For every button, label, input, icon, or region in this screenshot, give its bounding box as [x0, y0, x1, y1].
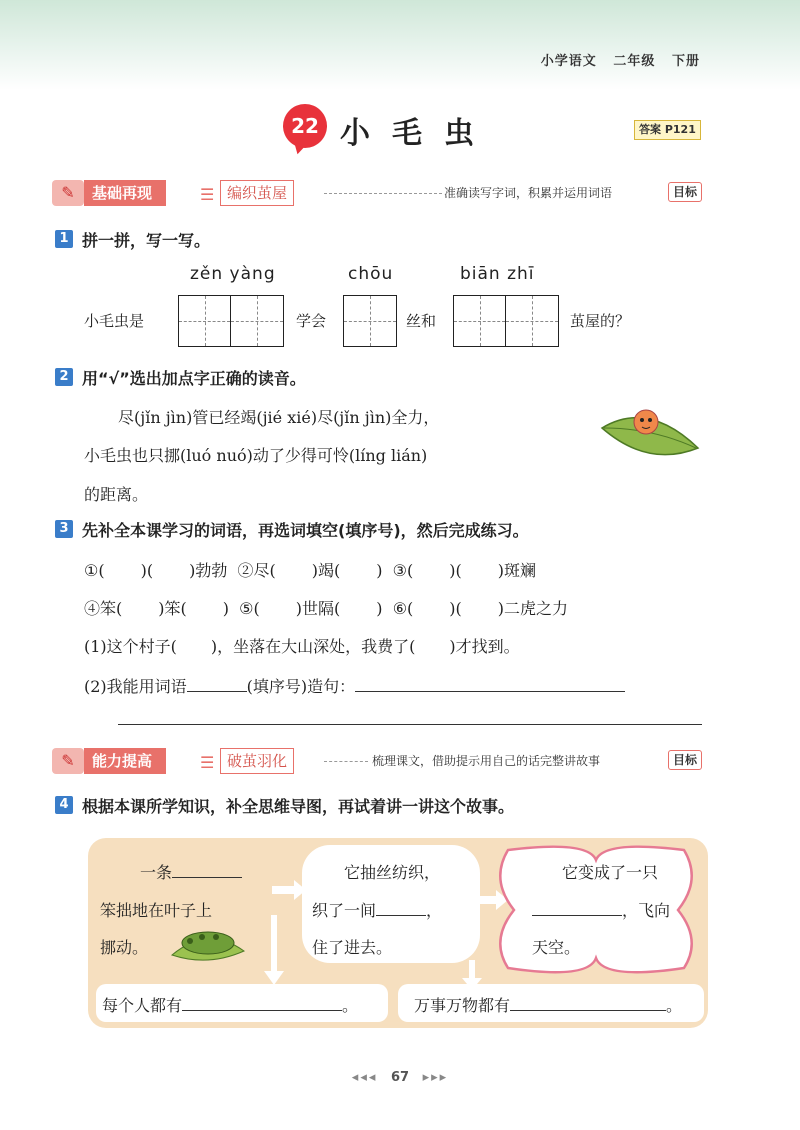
lesson-number: 22 — [283, 104, 327, 148]
question-prompt: 用“√”选出加点字正确的读音。 — [82, 369, 306, 388]
blank-seg: ) — [222, 599, 229, 618]
dashed-divider — [324, 193, 442, 194]
mindmap-box-1-line-1 — [140, 860, 242, 883]
blank-seg: )笨( — [158, 599, 187, 618]
blank-seg: ②尽( — [237, 561, 276, 580]
book-icon: ✎ — [52, 748, 84, 774]
goal-tag: 目标 — [668, 182, 702, 202]
section-title: 基础再现 — [84, 180, 166, 206]
grid-cell[interactable] — [454, 296, 506, 346]
bottom-right-text — [414, 993, 682, 1016]
q1-text-1: 小毛虫是 — [84, 312, 145, 330]
bottom-left-text — [102, 993, 358, 1016]
q2-line-3: 的距离。 — [84, 485, 149, 504]
box1-text: 一条 — [140, 863, 173, 882]
q3-row-1 — [84, 558, 536, 581]
caterpillar-illustration — [168, 915, 248, 967]
blank-seg: )( — [140, 561, 154, 580]
blank-seg: )( — [449, 599, 462, 618]
box2-text: ， — [426, 901, 443, 920]
question-number: 2 — [55, 368, 73, 386]
blank-seg: ①( — [84, 561, 105, 580]
section-header-basic — [52, 180, 712, 206]
mindmap-box-3-line-1: 它变成了一只 — [562, 863, 659, 882]
answer-line[interactable] — [182, 1010, 342, 1011]
equals-icon: ☰ — [200, 753, 215, 772]
answer-tag[interactable] — [634, 120, 701, 140]
answer-line[interactable] — [172, 877, 242, 878]
pinyin-zenyang: zěn yàng — [190, 264, 276, 284]
question-prompt: 拼一拼，写一写。 — [82, 231, 211, 250]
section-subtitle: 破茧羽化 — [220, 748, 294, 774]
question-number: 4 — [55, 796, 73, 814]
answer-page: P121 — [664, 123, 696, 136]
answer-line[interactable] — [532, 915, 622, 916]
q1-text-4: 茧屋的？ — [570, 312, 631, 330]
blank-seg: )斑斓 — [497, 561, 536, 580]
blank-seg: ④笨( — [84, 599, 123, 618]
blank-seg: )竭( — [311, 561, 341, 580]
bottom-right-label: 万事万物都有 — [414, 996, 511, 1015]
book-icon: ✎ — [52, 180, 84, 206]
blank-seg: )世隔( — [295, 599, 341, 618]
mindmap-box-2-line-3: 住了进去。 — [312, 938, 393, 957]
sub1-part: (1)这个村子( — [84, 637, 177, 656]
answer-line[interactable] — [187, 691, 247, 692]
period: 。 — [666, 996, 683, 1015]
q3-sub-1 — [84, 634, 520, 657]
dashed-divider — [324, 761, 368, 762]
grade: 二年级 — [613, 54, 656, 69]
bottom-left-label: 每个人都有 — [102, 996, 183, 1015]
arrow-down-icon — [264, 915, 284, 985]
pinyin-bianzhi: biān zhī — [460, 264, 535, 284]
section-goal: 准确读写字词，积累并运用词语 — [444, 186, 613, 200]
answer-line[interactable] — [355, 691, 625, 692]
page-footer — [0, 1070, 800, 1085]
subject: 小学语文 — [540, 54, 597, 69]
mindmap-box-2-line-2 — [312, 898, 442, 921]
q3-row-2 — [84, 596, 568, 619]
q1-text-2: 学会 — [296, 312, 327, 330]
sub1-part: )，坐落在大山深处，我费了( — [210, 637, 416, 656]
answer-line[interactable] — [510, 1010, 666, 1011]
q2-line-2: 小毛虫也只挪(luó nuó)动了少得可怜(líng lián) — [84, 446, 428, 465]
caterpillar-on-leaf-illustration — [598, 398, 702, 468]
grid-cell[interactable] — [179, 296, 231, 346]
q1-text-3: 丝和 — [406, 312, 437, 330]
book-info — [541, 50, 700, 69]
header-band — [0, 0, 800, 90]
blank-seg: ⑥( — [392, 599, 414, 618]
question-prompt: 先补全本课学习的词语，再选词填空(填序号)，然后完成练习。 — [82, 521, 529, 540]
blank-seg: )二虎之力 — [497, 599, 569, 618]
q3-sub-2 — [84, 674, 625, 697]
page-number: 67 — [390, 1070, 410, 1085]
arrow-right-icon — [272, 880, 306, 900]
mindmap-box-3-line-2 — [532, 898, 670, 921]
answer-line[interactable] — [376, 915, 426, 916]
writing-grid-zenyang[interactable] — [178, 295, 284, 347]
left-triangles-icon: ◂◂◂ — [351, 1070, 378, 1085]
section-title: 能力提高 — [84, 748, 166, 774]
section-goal: 梳理课文，借助提示用自己的话完整讲故事 — [372, 754, 601, 768]
blank-seg: )勃勃 — [189, 561, 228, 580]
blank-seg: ⑤( — [239, 599, 260, 618]
equals-icon: ☰ — [200, 185, 215, 204]
grid-cell[interactable] — [344, 296, 396, 346]
question-prompt: 根据本课所学知识，补全思维导图，再试着讲一讲这个故事。 — [82, 797, 515, 816]
sub2-part: (填序号)造句： — [246, 677, 356, 696]
period: 。 — [342, 996, 359, 1015]
box3-text: ，飞向 — [622, 901, 671, 920]
writing-grid-chou[interactable] — [343, 295, 397, 347]
blank-seg: )( — [449, 561, 462, 580]
mindmap-box-1-line-2: 笨拙地在叶子上 — [100, 901, 213, 920]
box2-text: 织了一间 — [312, 901, 377, 920]
blank-seg: ) — [376, 599, 383, 618]
grid-cell[interactable] — [231, 296, 283, 346]
pinyin-chou: chōu — [348, 264, 394, 284]
mindmap-box-1-line-3: 挪动。 — [100, 938, 149, 957]
mindmap-box-3-line-3: 天空。 — [532, 938, 581, 957]
sub2-part: (2)我能用词语 — [84, 677, 187, 696]
answer-label: 答案 — [639, 123, 661, 136]
mindmap-box-2-line-1: 它抽丝纺织， — [344, 863, 441, 882]
blank-seg: ) — [376, 561, 383, 580]
right-triangles-icon: ▸▸▸ — [422, 1070, 449, 1085]
lesson-title: 小毛虫 — [340, 116, 496, 151]
writing-grid-bianzhi[interactable] — [453, 295, 559, 347]
blank-seg: ③( — [392, 561, 414, 580]
question-number: 1 — [55, 230, 73, 248]
question-number: 3 — [55, 520, 73, 538]
grid-cell[interactable] — [506, 296, 558, 346]
q2-line-1: 尽(jǐn jìn)管已经竭(jié xié)尽(jǐn jìn)全力， — [118, 408, 440, 427]
goal-tag: 目标 — [668, 750, 702, 770]
section-subtitle: 编织茧屋 — [220, 180, 294, 206]
sub1-part: )才找到。 — [449, 637, 520, 656]
answer-line[interactable] — [118, 724, 702, 725]
section-header-ability — [52, 748, 712, 774]
volume: 下册 — [671, 54, 700, 69]
